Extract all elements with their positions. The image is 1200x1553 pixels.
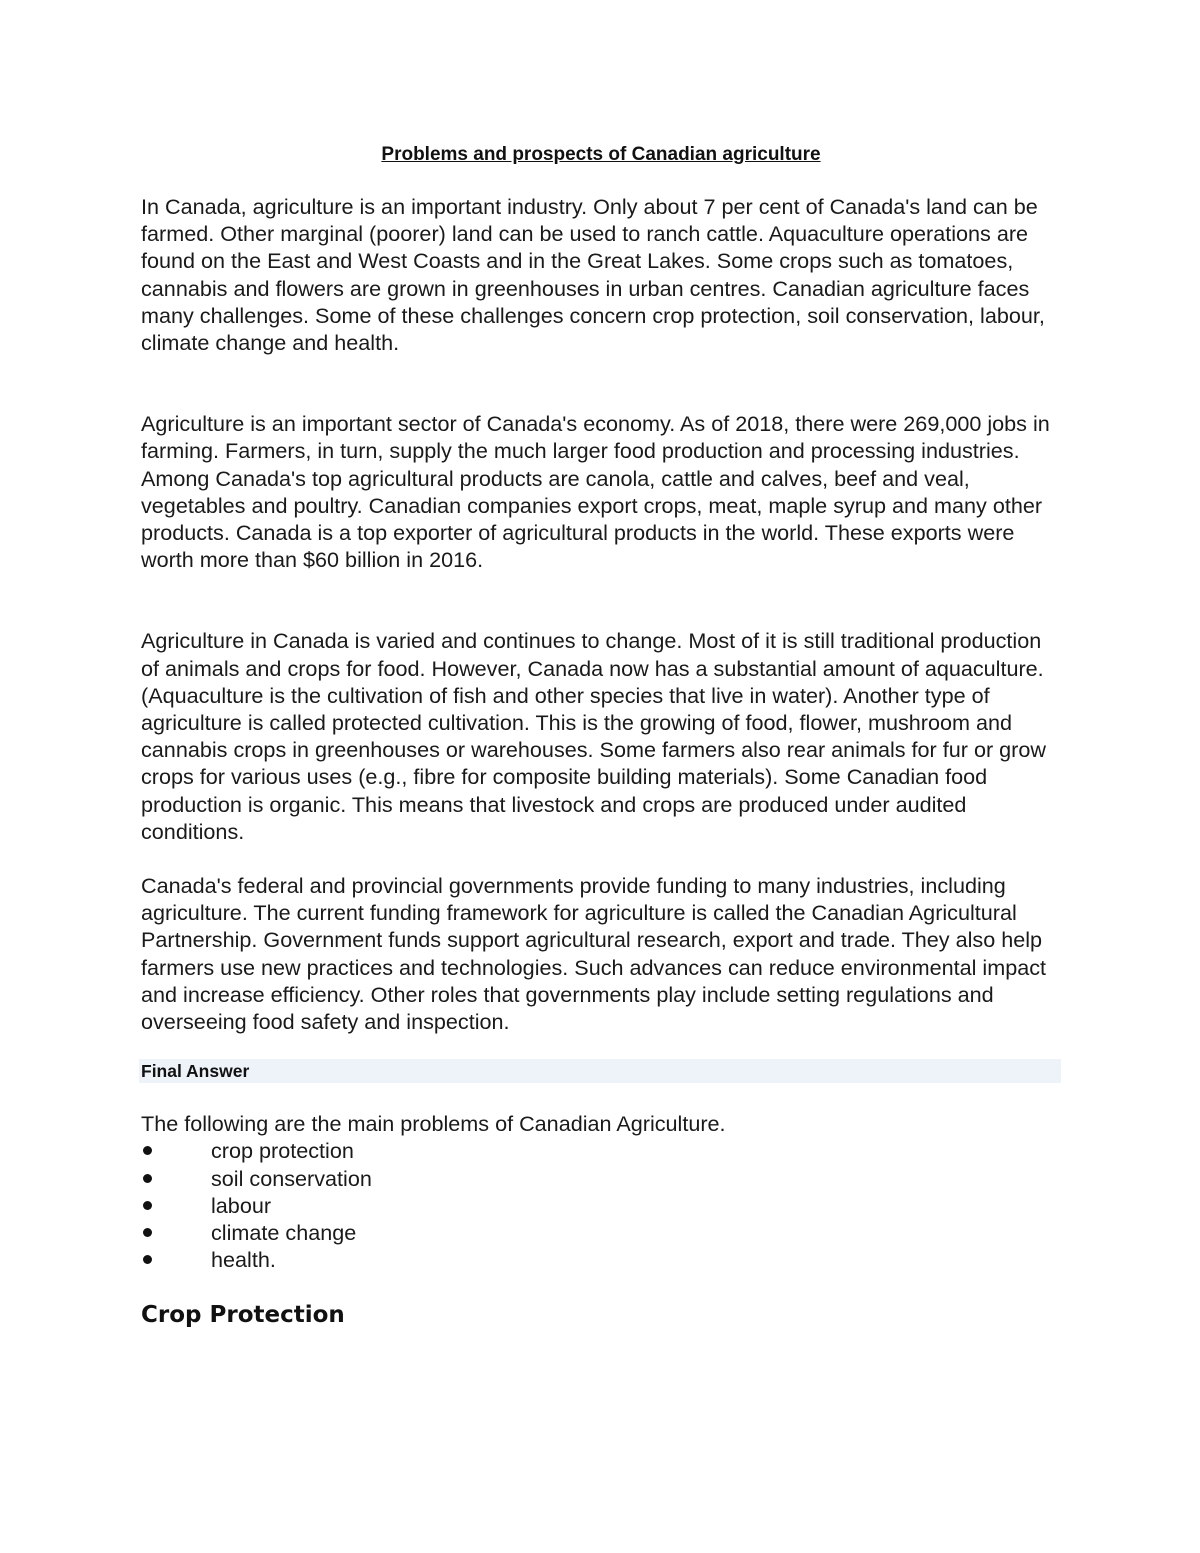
paragraph-products: Among Canada's top agricultural products are canola, cattle and calves, beef and veal, vegetables and poultry. Canadian companies export crops, meat, maple syrup and many other products. Canada is a top exporter of agricultural products in the world. These exports were worth more than $60 billion in 2016. [141, 465, 1043, 573]
bullet-icon [143, 1228, 152, 1237]
list-item [141, 1246, 1061, 1273]
list-item [141, 1165, 1061, 1192]
bullet-icon [143, 1174, 152, 1183]
bullet-icon [143, 1255, 152, 1264]
list-item-text: soil conservation [211, 1165, 372, 1191]
paragraph-government: Canada's federal and provincial governments provide funding to many industries, including agriculture. The current funding framework for agriculture is called the Canadian Agricultural Partnership. Government funds support agricultural research, export and trade. They also help farmers use new practices and technologies. Such advances can reduce environmental impact and increase efficiency. Other roles that governments play include setting regulations and overseeing food safety and inspection. [141, 873, 1047, 1035]
paragraph-variety: Agriculture in Canada is varied and continues to change. Most of it is still traditional production of animals and crops for food. However, Canada now has a substantial amount of aquaculture. (Aquaculture is the cultivation of fish and other species that live in water). Another type of agriculture is called protected cultivation. This is the growing of food, flower, mushroom and cannabis crops in greenhouses or warehouses. Some farmers also rear animals for fur or grow crops for various uses (e.g., fibre for composite building materials). Some Canadian food production is organic. This means that livestock and crops are produced under audited conditions. [141, 628, 1046, 844]
final-answer-label: Final Answer [139, 1059, 1061, 1083]
list-item-text: health. [211, 1247, 276, 1273]
list-item-text: labour [211, 1192, 272, 1218]
document-title: Problems and prospects of Canadian agriculture [381, 144, 821, 165]
bullet-icon [143, 1201, 152, 1210]
final-answer-intro: The following are the main problems of Canadian Agriculture. [141, 1111, 726, 1137]
bullet-icon [143, 1146, 152, 1155]
list-item-text: climate change [211, 1220, 357, 1246]
paragraph-intro: In Canada, agriculture is an important industry. Only about 7 per cent of Canada's land can be farmed. Other marginal (poorer) land can be used to ranch cattle. Aquaculture operations are found on the East and West Coasts and in the Great Lakes. Some crops such as tomatoes, cannabis and flowers are grown in greenhouses in urban centres. Canadian agriculture faces many challenges. Some of these challenges concern crop protection, soil conservation, labour, climate change and health. [141, 194, 1045, 356]
list-item [141, 1137, 1061, 1164]
document-body [141, 141, 1061, 1330]
list-item [141, 1219, 1061, 1246]
problems-list [141, 1137, 1061, 1273]
list-item [141, 1192, 1061, 1219]
list-item-text: crop protection [211, 1138, 354, 1164]
section-heading-crop-protection: Crop Protection [141, 1301, 345, 1328]
paragraph-economy: Agriculture is an important sector of Canada's economy. As of 2018, there were 269,000 jobs in farming. Farmers, in turn, supply the much larger food production and processing industries. [141, 411, 1050, 464]
